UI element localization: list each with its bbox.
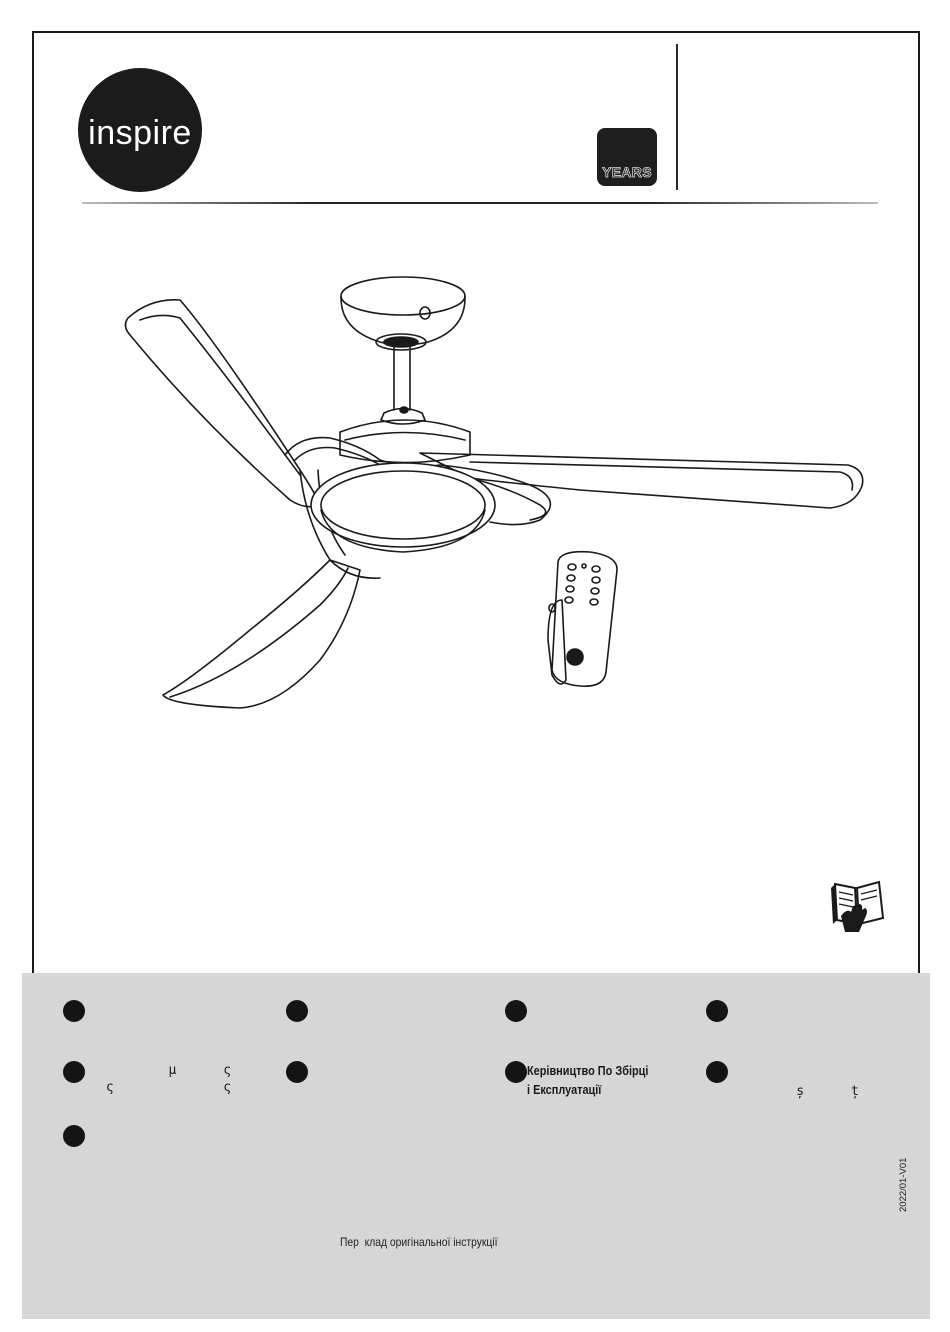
language-panel	[22, 973, 930, 1319]
ukrainian-title-line2: і Експлуатації	[527, 1082, 602, 1097]
downrod	[381, 346, 425, 424]
blade-upper-left	[125, 300, 320, 507]
ukrainian-title-line1: Керівництво По Збірці	[527, 1063, 649, 1078]
language-entry-greek: µ ς ς ς	[105, 1063, 232, 1095]
canopy	[341, 277, 465, 350]
warranty-years-label: YEARS	[602, 164, 652, 180]
language-bullet	[706, 1000, 728, 1022]
language-bullet	[286, 1061, 308, 1083]
language-bullet	[286, 1000, 308, 1022]
language-bullet	[505, 1061, 527, 1083]
light-kit	[311, 463, 495, 552]
translation-note: Пер клад оригінальної інструкції	[340, 1235, 498, 1249]
document-version: 2022/01-V01	[898, 1157, 909, 1212]
language-bullet	[63, 1000, 85, 1022]
blade-lower-left	[163, 560, 360, 708]
language-entry-ukrainian	[527, 1061, 648, 1099]
language-bullet	[505, 1000, 527, 1022]
language-bullet	[63, 1061, 85, 1083]
brand-name: inspire	[88, 114, 192, 152]
remote-control	[548, 552, 617, 687]
language-bullet	[706, 1061, 728, 1083]
language-entry-romanian: ș ț	[718, 1084, 859, 1099]
read-manual-icon	[827, 876, 889, 938]
language-bullet	[63, 1125, 85, 1147]
